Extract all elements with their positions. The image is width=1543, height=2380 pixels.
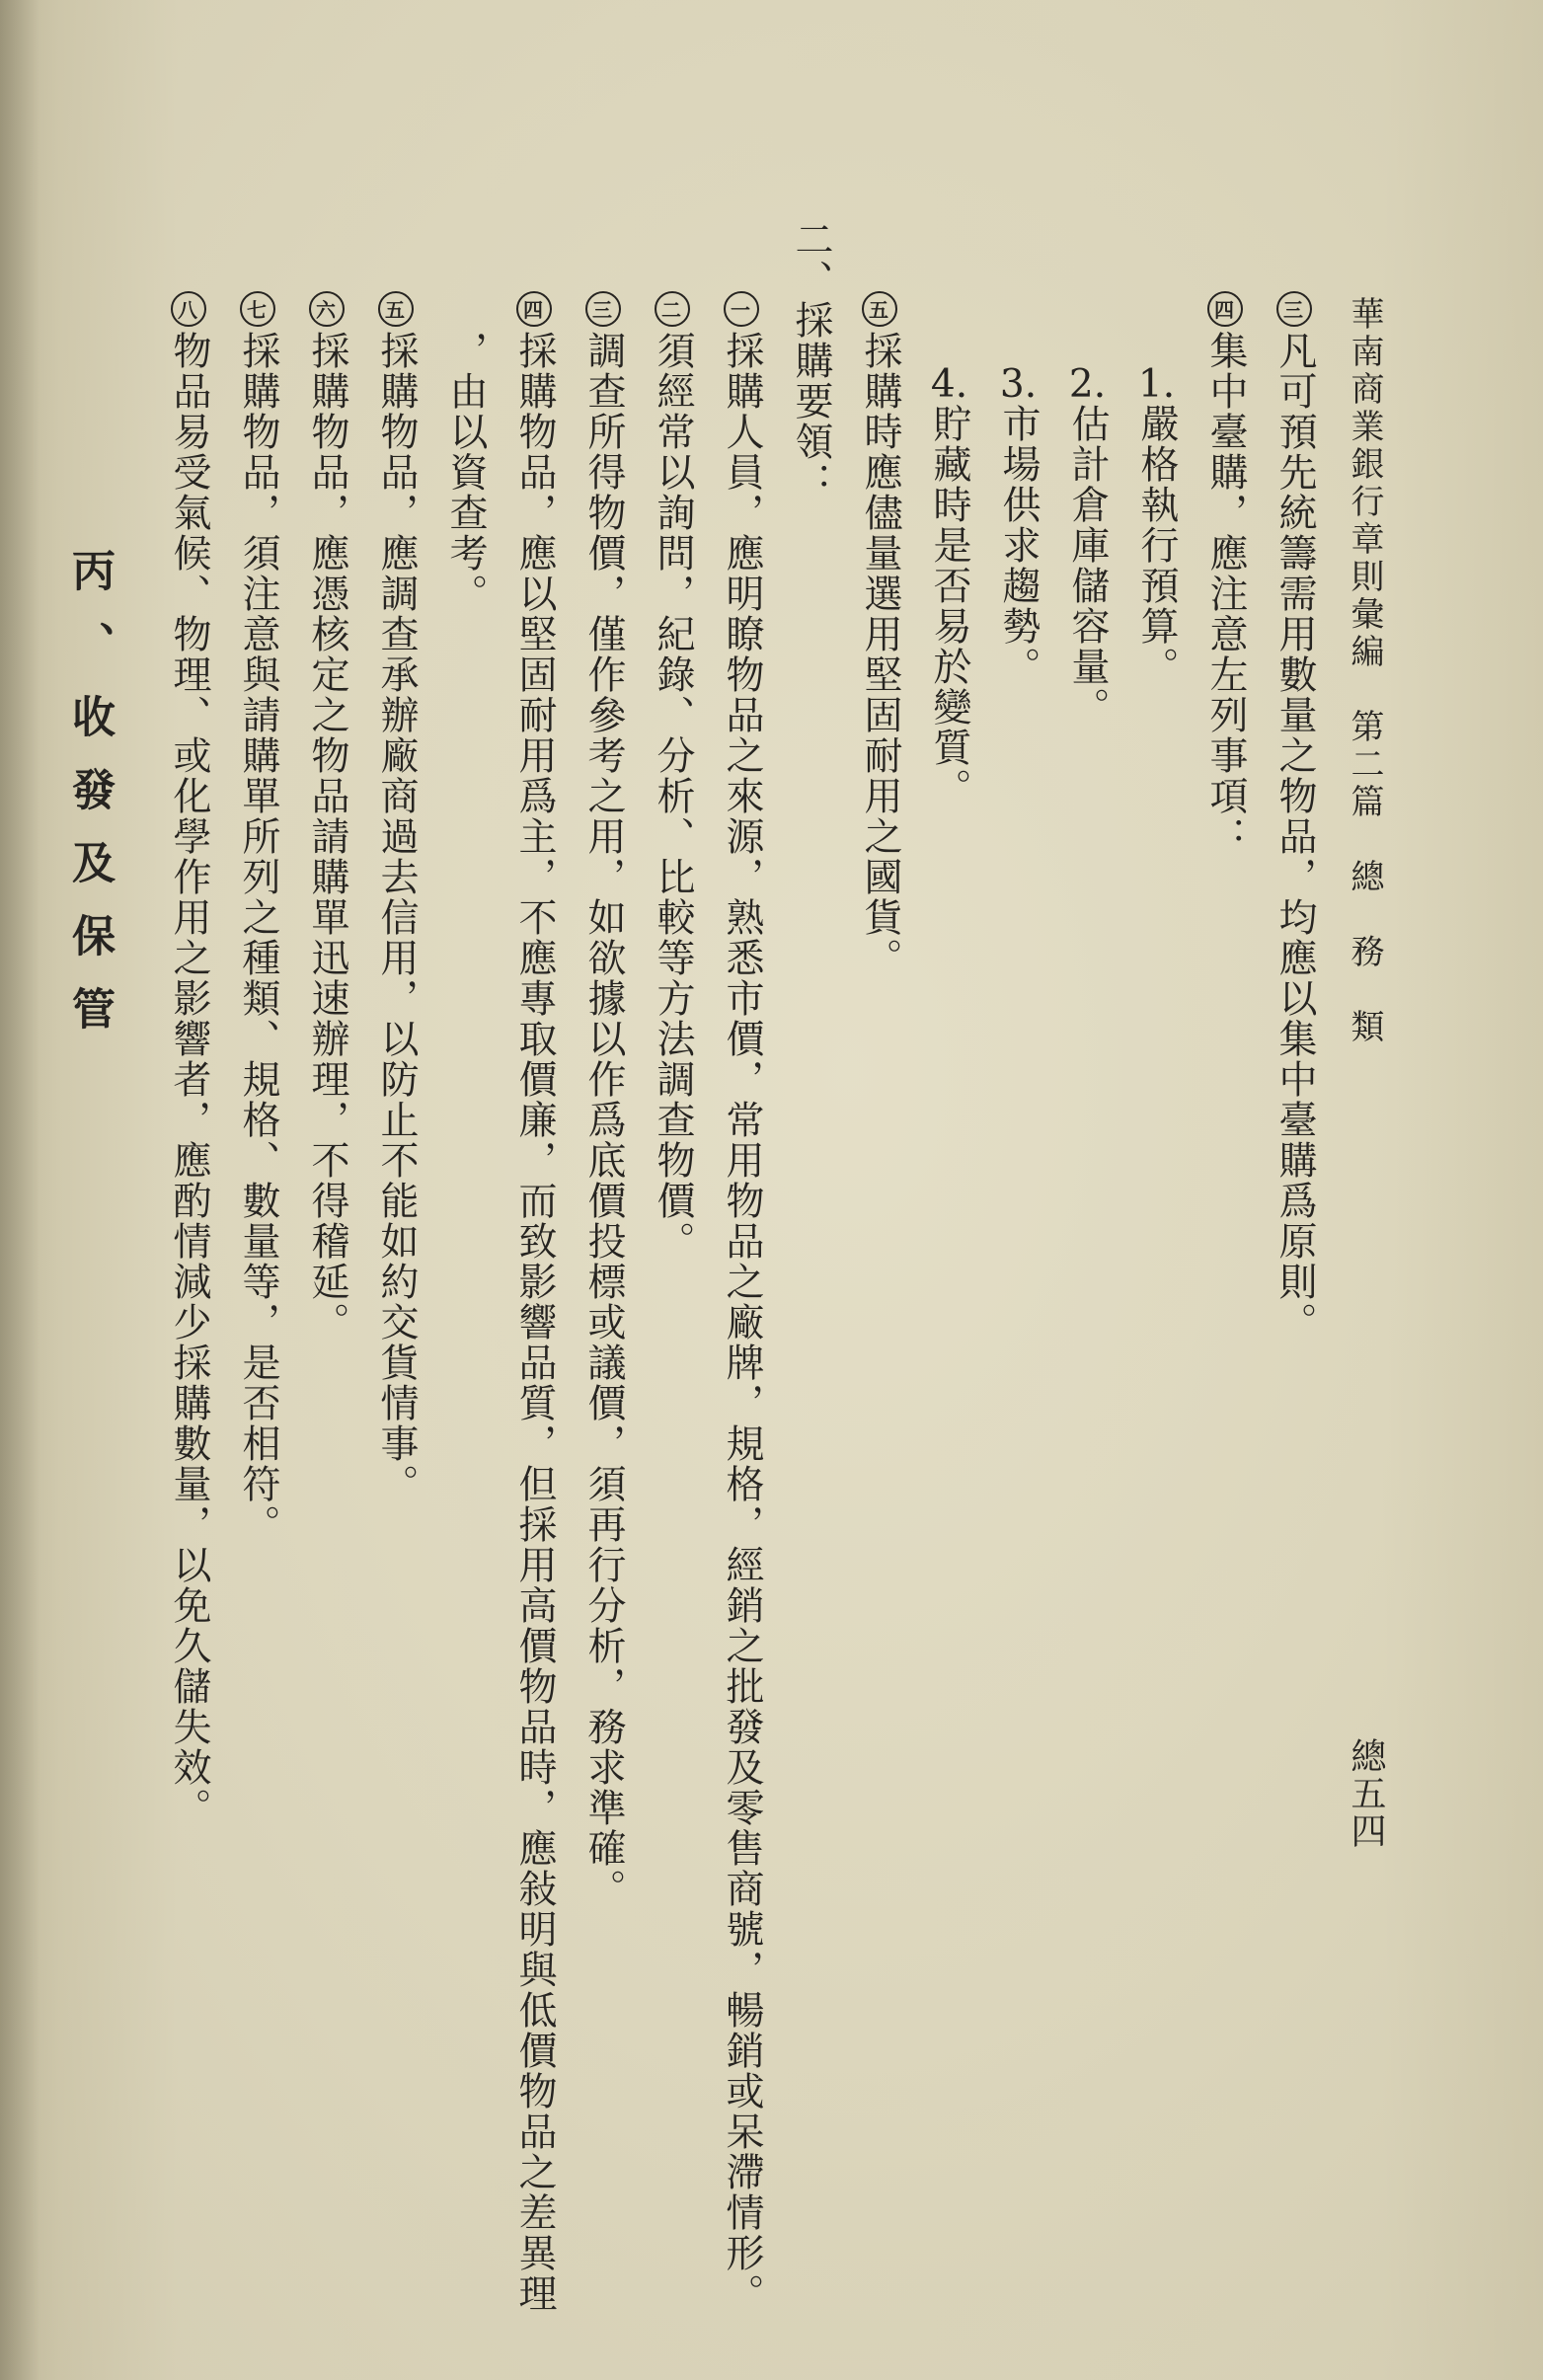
circled-marker: 三 xyxy=(1276,291,1312,327)
circled-marker: 六 xyxy=(309,291,345,327)
procurement-item-5 xyxy=(374,291,419,1504)
section-heading: 丙、收發及保管 xyxy=(64,548,115,1059)
procurement-item-4-continued xyxy=(443,331,488,614)
circled-marker: 五 xyxy=(378,291,414,327)
item-text: 採購物品，應調查承辦廠商過去信用，以防止不能如約交貨情事。 xyxy=(374,331,419,1504)
circled-marker: 五 xyxy=(862,291,897,327)
item-text: 採購物品，須注意與請購單所列之種類、規格、數量等，是否相符。 xyxy=(236,331,280,1545)
subitem-text: 嚴格執行預算。 xyxy=(1134,404,1179,687)
item-5 xyxy=(858,291,902,978)
subitem-number: 1. xyxy=(1137,365,1176,404)
circled-marker: 八 xyxy=(171,291,206,327)
subitem-2 xyxy=(1065,365,1110,728)
binding-shadow xyxy=(0,0,39,2380)
subitem-1 xyxy=(1134,365,1179,687)
procurement-item-2 xyxy=(651,291,695,1262)
item-3 xyxy=(1273,291,1317,1343)
page-number: 總五四 xyxy=(1346,1737,1386,1850)
item-text: ，由以資查考。 xyxy=(443,331,488,614)
item-text: 凡可預先統籌需用數量之物品，均應以集中臺購爲原則。 xyxy=(1273,331,1317,1343)
subitem-text: 貯藏時是否易於變質。 xyxy=(927,404,971,808)
subitem-text: 估計倉庫儲容量。 xyxy=(1065,404,1110,728)
item-text: 採購物品，應憑核定之物品請購單迅速辦理，不得稽延。 xyxy=(305,331,349,1343)
item-text: 物品易受氣候、物理、或化學作用之影響者，應酌情減少採購數量，以免久儲失效。 xyxy=(167,331,211,1828)
item-text: 採購物品，應以堅固耐用爲主，不應專取價廉，而致影響品質，但採用高價物品時，應敍明與低價物品之差異理 xyxy=(512,331,557,2314)
circled-marker: 四 xyxy=(1207,291,1243,327)
subitem-text: 市場供求趨勢。 xyxy=(996,404,1041,687)
circled-marker: 二 xyxy=(655,291,690,327)
item-text: 調查所得物價，僅作參考之用，如欲據以作爲底價投標或議價，須再行分析，務求準確。 xyxy=(581,331,626,1909)
subitem-number: 3. xyxy=(999,365,1038,404)
item-text: 採購時應儘量選用堅固耐用之國貨。 xyxy=(858,331,902,978)
circled-marker: 七 xyxy=(240,291,275,327)
item-4 xyxy=(1203,291,1248,857)
item-text: 須經常以詢問，紀錄、分析、比較等方法調查物價。 xyxy=(651,331,695,1262)
circled-marker: 三 xyxy=(585,291,621,327)
subitem-number: 2. xyxy=(1068,365,1107,404)
item-text: 採購人員，應明瞭物品之來源，熟悉市價，常用物品之廠牌，規格，經銷之批發及零售商號，暢銷或呆滯情形。 xyxy=(720,331,764,2314)
procurement-item-8 xyxy=(167,291,211,1828)
procurement-item-6 xyxy=(305,291,349,1343)
subitem-number: 4. xyxy=(930,365,968,404)
subitem-4 xyxy=(927,365,971,808)
circled-marker: 一 xyxy=(724,291,759,327)
procurement-item-1 xyxy=(720,291,764,2314)
circled-marker: 四 xyxy=(516,291,552,327)
procurement-item-3 xyxy=(581,291,626,1909)
running-header: 華南商業銀行章則彙編 第二篇 總 務 類 xyxy=(1345,296,1384,1046)
procurement-item-4 xyxy=(512,291,557,2314)
subitem-3 xyxy=(996,365,1041,687)
item-text: 集中臺購，應注意左列事項： xyxy=(1203,331,1248,857)
section-2-heading: 二、採購要領： xyxy=(789,219,833,502)
procurement-item-7 xyxy=(236,291,280,1545)
